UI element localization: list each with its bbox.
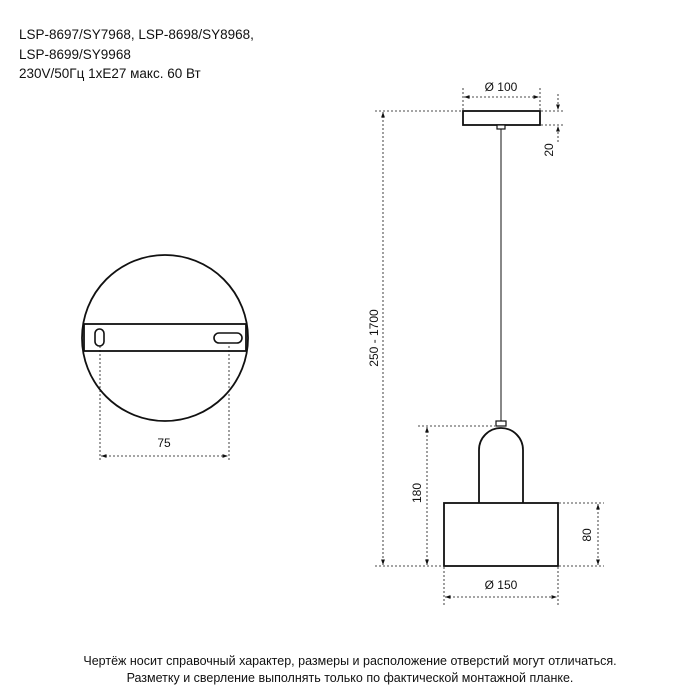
dim-overall-height: 250 - 1700 <box>367 309 381 367</box>
cord-grip <box>496 421 506 426</box>
canopy-side <box>463 111 540 125</box>
mounting-bar <box>84 324 246 351</box>
pendant-side-view <box>367 80 604 606</box>
dim-shade-diameter: Ø 150 <box>484 578 518 592</box>
dim-shade-height: 80 <box>580 528 594 542</box>
dim-body-height: 180 <box>410 482 424 504</box>
canopy-nub <box>497 125 505 129</box>
model-line-1: LSP-8697/SY7968, LSP-8698/SY8968, <box>19 27 254 42</box>
specs-line: 230V/50Гц 1xE27 макс. 60 Вт <box>19 66 201 81</box>
dim-canopy-diameter: Ø 100 <box>484 80 518 94</box>
lamp-shade <box>444 503 558 566</box>
model-line-2: LSP-8699/SY9968 <box>19 46 131 62</box>
dim-canopy-height: 20 <box>542 143 556 157</box>
footer-line-2: Разметку и сверление выполнять только по фактической монтажной планке. <box>126 671 574 685</box>
footer-note <box>0 653 700 687</box>
lamp-neck <box>479 428 523 503</box>
mounting-plate-view <box>82 255 248 462</box>
dim-mount-spacing: 75 <box>157 436 171 450</box>
footer-line-1: Чертёж носит справочный характер, размеры и расположение отверстий могут отличаться. <box>83 654 617 668</box>
